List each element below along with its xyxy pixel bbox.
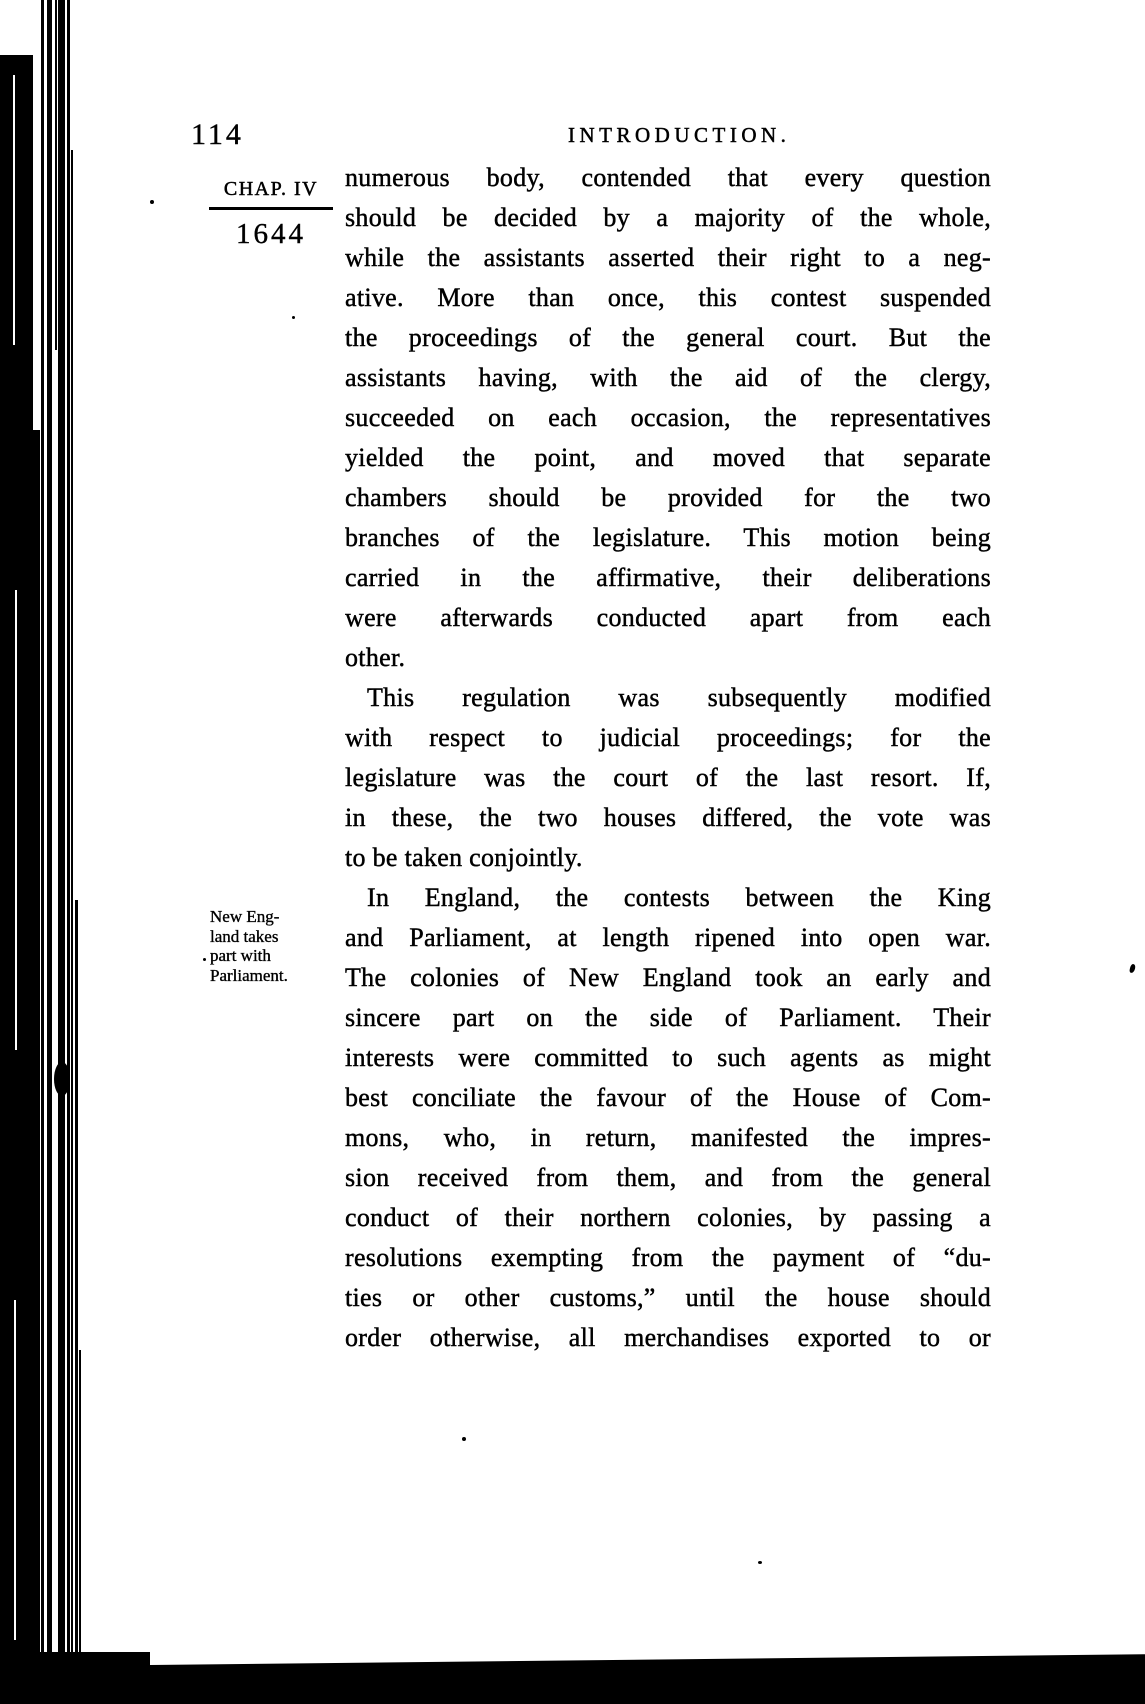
body-line: assistants having, with the aid of the clergy, xyxy=(345,363,991,392)
margin-note xyxy=(210,907,325,985)
body-line: sion received from them, and from the general xyxy=(345,1163,991,1192)
chapter-label: CHAP. IV xyxy=(223,178,319,200)
binding-shadow-crack xyxy=(13,75,15,345)
body-text xyxy=(345,158,991,1358)
body-line: This regulation was subsequently modified xyxy=(367,683,991,712)
ink-speck xyxy=(203,958,206,961)
body-line: with respect to judicial proceedings; for the xyxy=(345,723,991,752)
margin-chapter-block xyxy=(207,178,335,251)
ink-speck xyxy=(758,1561,762,1564)
scan-bar-corner xyxy=(0,1652,150,1704)
margin-note-line: part with xyxy=(210,946,271,965)
binding-stripe xyxy=(75,900,78,1682)
margin-rule xyxy=(209,207,333,210)
body-line: succeeded on each occasion, the representatives xyxy=(345,403,991,432)
body-line: best conciliate the favour of the House of Com- xyxy=(345,1083,991,1112)
ink-speck xyxy=(1129,964,1136,974)
body-line: chambers should be provided for the two xyxy=(345,483,991,512)
body-line: mons, who, in return, manifested the impres- xyxy=(345,1123,991,1152)
binding-stripe xyxy=(71,150,73,1678)
body-line: yielded the point, and moved that separate xyxy=(345,443,991,472)
binding-shadow-crack xyxy=(15,590,17,1050)
body-line: interests were committed to such agents as might xyxy=(345,1043,991,1072)
body-line: and Parliament, at length ripened into open war. xyxy=(345,923,991,952)
body-line: numerous body, contended that every question xyxy=(345,163,991,192)
body-line: conduct of their northern colonies, by passing a xyxy=(345,1203,991,1232)
margin-note-line: Parliament. xyxy=(210,965,288,985)
binding-stripe xyxy=(47,0,52,1668)
body-line: carried in the affirmative, their deliberations xyxy=(345,563,991,592)
year-label: 1644 xyxy=(236,218,306,250)
body-line: sincere part on the side of Parliament. Their xyxy=(345,1003,991,1032)
ink-speck xyxy=(292,316,295,319)
body-line: order otherwise, all merchandises exported to or xyxy=(345,1323,991,1352)
binding-stripe xyxy=(55,0,57,350)
body-line: other. xyxy=(345,643,406,672)
binding-shadow-band xyxy=(0,55,33,435)
body-line: The colonies of New England took an early and xyxy=(345,963,991,992)
binding-shadow-band xyxy=(0,430,40,1704)
ink-speck xyxy=(150,200,154,204)
body-line: to be taken conjointly. xyxy=(345,843,583,872)
binding-shadow-crack xyxy=(14,1300,16,1640)
body-line: should be decided by a majority of the whole, xyxy=(345,203,991,232)
page-number: 114 xyxy=(191,118,244,151)
binding-blot xyxy=(54,1062,70,1096)
binding-stripe xyxy=(79,1350,81,1685)
body-line: the proceedings of the general court. But the xyxy=(345,323,991,352)
body-line: resolutions exempting from the payment of “du- xyxy=(345,1243,991,1272)
running-header: INTRODUCTION. xyxy=(568,123,791,147)
body-line: were afterwards conducted apart from each xyxy=(345,603,991,632)
body-line: branches of the legislature. This motion being xyxy=(345,523,991,552)
binding-stripe xyxy=(41,0,44,1665)
margin-note-line: New Eng- xyxy=(210,907,280,926)
ink-speck xyxy=(462,1437,466,1441)
body-line: In England, the contests between the King xyxy=(367,883,991,912)
body-line: ties or other customs,” until the house should xyxy=(345,1283,991,1312)
margin-note-line: land takes xyxy=(210,926,279,946)
body-line: in these, the two houses differed, the vote was xyxy=(345,803,991,832)
scan-bar-bottom xyxy=(55,1654,1145,1704)
binding-stripe xyxy=(67,0,70,1676)
body-line: while the assistants asserted their right to a neg- xyxy=(345,243,991,272)
binding-stripe xyxy=(58,0,65,1672)
body-line: ative. More than once, this contest suspended xyxy=(345,283,991,312)
body-line: legislature was the court of the last resort. If, xyxy=(345,763,991,792)
